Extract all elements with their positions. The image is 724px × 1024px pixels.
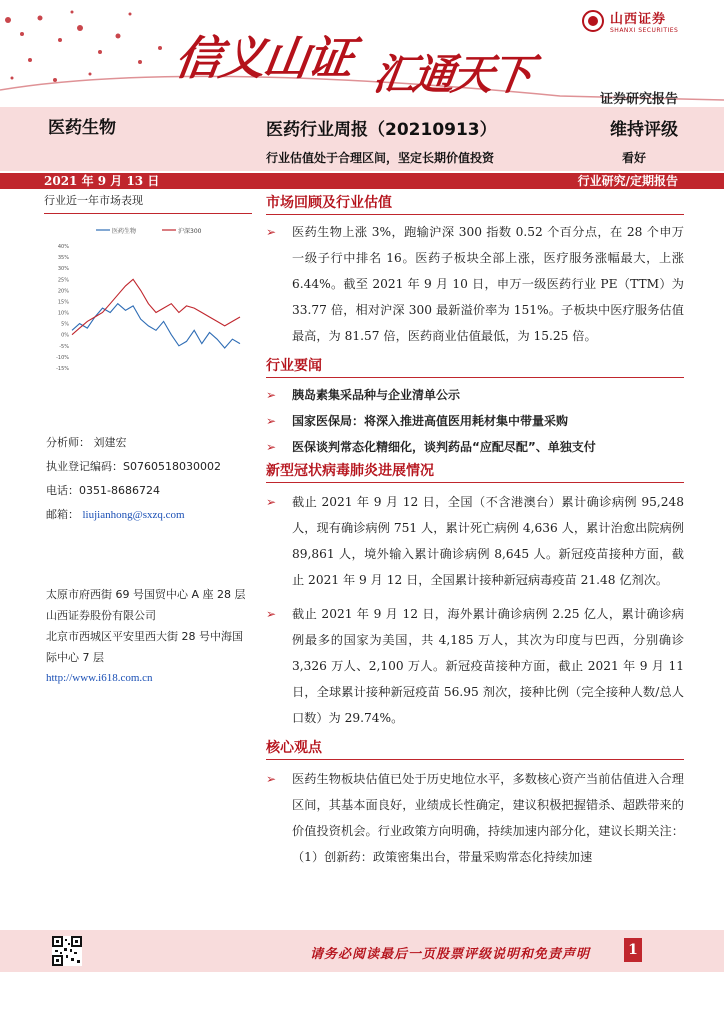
analyst-name: 分析师： 刘建宏 [46, 436, 127, 449]
analyst-phone: 电话：0351-8686724 [46, 484, 160, 497]
email-label: 邮箱： [46, 508, 79, 521]
company-address [46, 584, 266, 689]
news-item [266, 434, 684, 460]
report-date: 2021 年 9 月 13 日 [44, 174, 160, 188]
company-url[interactable]: http://www.i618.com.cn [46, 672, 153, 684]
y-tick-label: 40% [57, 244, 69, 250]
logo-icon [582, 10, 604, 32]
analyst-email[interactable]: liujianhong@sxzq.com [82, 509, 185, 521]
report-title: 医药行业周报（20210913） [266, 120, 497, 140]
view-text: 医药生物板块估值已处于历史地位水平，多数核心资产当前估值进入合理区间，其基本面良好，业绩成长性确定，建议积极把握错杀、超跌带来的价值投资机会。行业政策方向明确，持续加速内部分化，建议长期关注：（1）创新药：政策密集出台，带量采购常态化持续加速 [292, 772, 684, 864]
date-bar [0, 173, 724, 189]
disclaimer-text: 请务必阅读最后一页股票评级说明和免责声明 [310, 947, 591, 962]
arrow-bullet-icon: ➢ [266, 225, 277, 239]
research-label: 证券研究报告 [599, 92, 678, 107]
y-tick-label: 0% [61, 332, 69, 339]
arrow-bullet-icon: ➢ [266, 388, 277, 402]
review-paragraph [266, 219, 684, 349]
y-tick-label: 15% [57, 299, 69, 306]
address-line: 太原市府西街 69 号国贸中心 A 座 28 层 [46, 588, 246, 601]
address-line: 北京市西城区平安里西大街 28 号中海国 [46, 630, 243, 643]
arrow-bullet-icon: ➢ [266, 414, 277, 428]
slogan-part1: 信义山证 [171, 31, 356, 85]
covid-text: 截止 2021 年 9 月 12 日，全国（不含港澳台）累计确诊病例 95,248 人，现有确诊病例 751 人，累计死亡病例 4,636 人，累计治愈出院病例 89,861 人，境外输入累计确诊病例 8,645 人。新冠疫苗接种方面，截止 2021 年 9 月 12 日，全国累计接种新冠病毒疫苗 21.48 亿剂次。 [292, 495, 684, 587]
legend-label-hs300: 沪深300 [178, 228, 202, 235]
y-tick-label: 20% [57, 288, 69, 295]
analyst-license: 执业登记编码：S0760518030002 [46, 460, 221, 473]
rating-label: 维持评级 [610, 120, 678, 140]
main-content [266, 192, 684, 874]
covid-paragraph [266, 601, 684, 731]
y-tick-label: 10% [57, 310, 69, 317]
logo-text: 山西证券 [610, 12, 667, 27]
market-chart-svg [44, 218, 252, 378]
y-tick-label: -15% [56, 366, 69, 372]
slogan-part2: 汇通天下 [370, 50, 534, 99]
analyst-email-row [46, 508, 256, 532]
report-subtitle: 行业估值处于合理区间，坚定长期价值投资 [266, 151, 495, 165]
sidebar [44, 192, 252, 372]
y-tick-label: -10% [56, 354, 69, 361]
section-title-review: 市场回顾及行业估值 [266, 192, 684, 215]
review-text: 医药生物上涨 3%，跑输沪深 300 指数 0.52 个百分点，在 28 个申万一级子行中排名 16。医药子板块全部上涨，医疗服务涨幅最大，上涨 6.44%。截至 2021 年 9 月 10 日，申万一级医药行业 PE（TTM）为 33.77 倍，相对沪深 300 最新溢价率为 151%。子板块中医疗服务估值最高，为 81.57 倍，医药商业估值最低，为 15.25 倍。 [292, 225, 684, 343]
section-title-view: 核心观点 [266, 737, 684, 760]
news-item [266, 408, 684, 434]
y-tick-label: 30% [57, 266, 69, 273]
arrow-bullet-icon: ➢ [266, 495, 277, 509]
title-band [0, 107, 724, 171]
news-text: 国家医保局：将深入推进高值医用耗材集中带量采购 [292, 414, 569, 428]
page-number: 1 [624, 938, 642, 962]
analyst-info [46, 436, 256, 532]
legend-label-medical: 医药生物 [112, 228, 137, 235]
report-type: 行业研究/定期报告 [577, 174, 678, 188]
arrow-bullet-icon: ➢ [266, 772, 277, 786]
y-tick-label: 35% [57, 255, 69, 262]
arrow-bullet-icon: ➢ [266, 607, 277, 621]
news-item [266, 382, 684, 408]
market-chart [44, 218, 252, 378]
y-tick-label: 5% [61, 321, 69, 328]
logo-en-text: SHANXI SECURITIES [610, 27, 679, 34]
section-title-covid: 新型冠状病毒肺炎进展情况 [266, 460, 684, 483]
y-tick-label: 25% [57, 277, 69, 284]
arrow-bullet-icon: ➢ [266, 440, 277, 454]
chart-title: 行业近一年市场表现 [44, 192, 252, 214]
y-tick-label: -5% [59, 343, 69, 350]
address-line: 际中心 7 层 [46, 651, 104, 664]
series-line-1 [72, 279, 240, 334]
rating-value: 看好 [622, 151, 647, 165]
qr-code [52, 936, 82, 966]
news-text: 医保谈判常态化精细化，谈判药品“应配尽配”、单独支付 [292, 440, 596, 454]
news-text: 胰岛素集采品种与企业清单公示 [292, 388, 461, 402]
address-line: 山西证券股份有限公司 [46, 609, 156, 622]
section-title-news: 行业要闻 [266, 355, 684, 378]
industry-name: 医药生物 [48, 118, 116, 138]
company-logo [582, 8, 678, 34]
covid-paragraph [266, 489, 684, 593]
view-paragraph [266, 766, 684, 874]
qr-code-icon [52, 936, 82, 966]
series-line-0 [72, 304, 240, 348]
covid-text: 截止 2021 年 9 月 12 日，海外累计确诊病例 2.25 亿人，累计确诊病例最多的国家为美国，共 4,185 万人，其次为印度与巴西，分别确诊 3,326 万人、2,100 万人。新冠疫苗接种方面，截止 2021 年 9 月 11 日，全球累计接种新冠疫苗 56.95 剂次，接种比例（完全接种人数/总人口数）为 29.74%。 [292, 607, 684, 725]
